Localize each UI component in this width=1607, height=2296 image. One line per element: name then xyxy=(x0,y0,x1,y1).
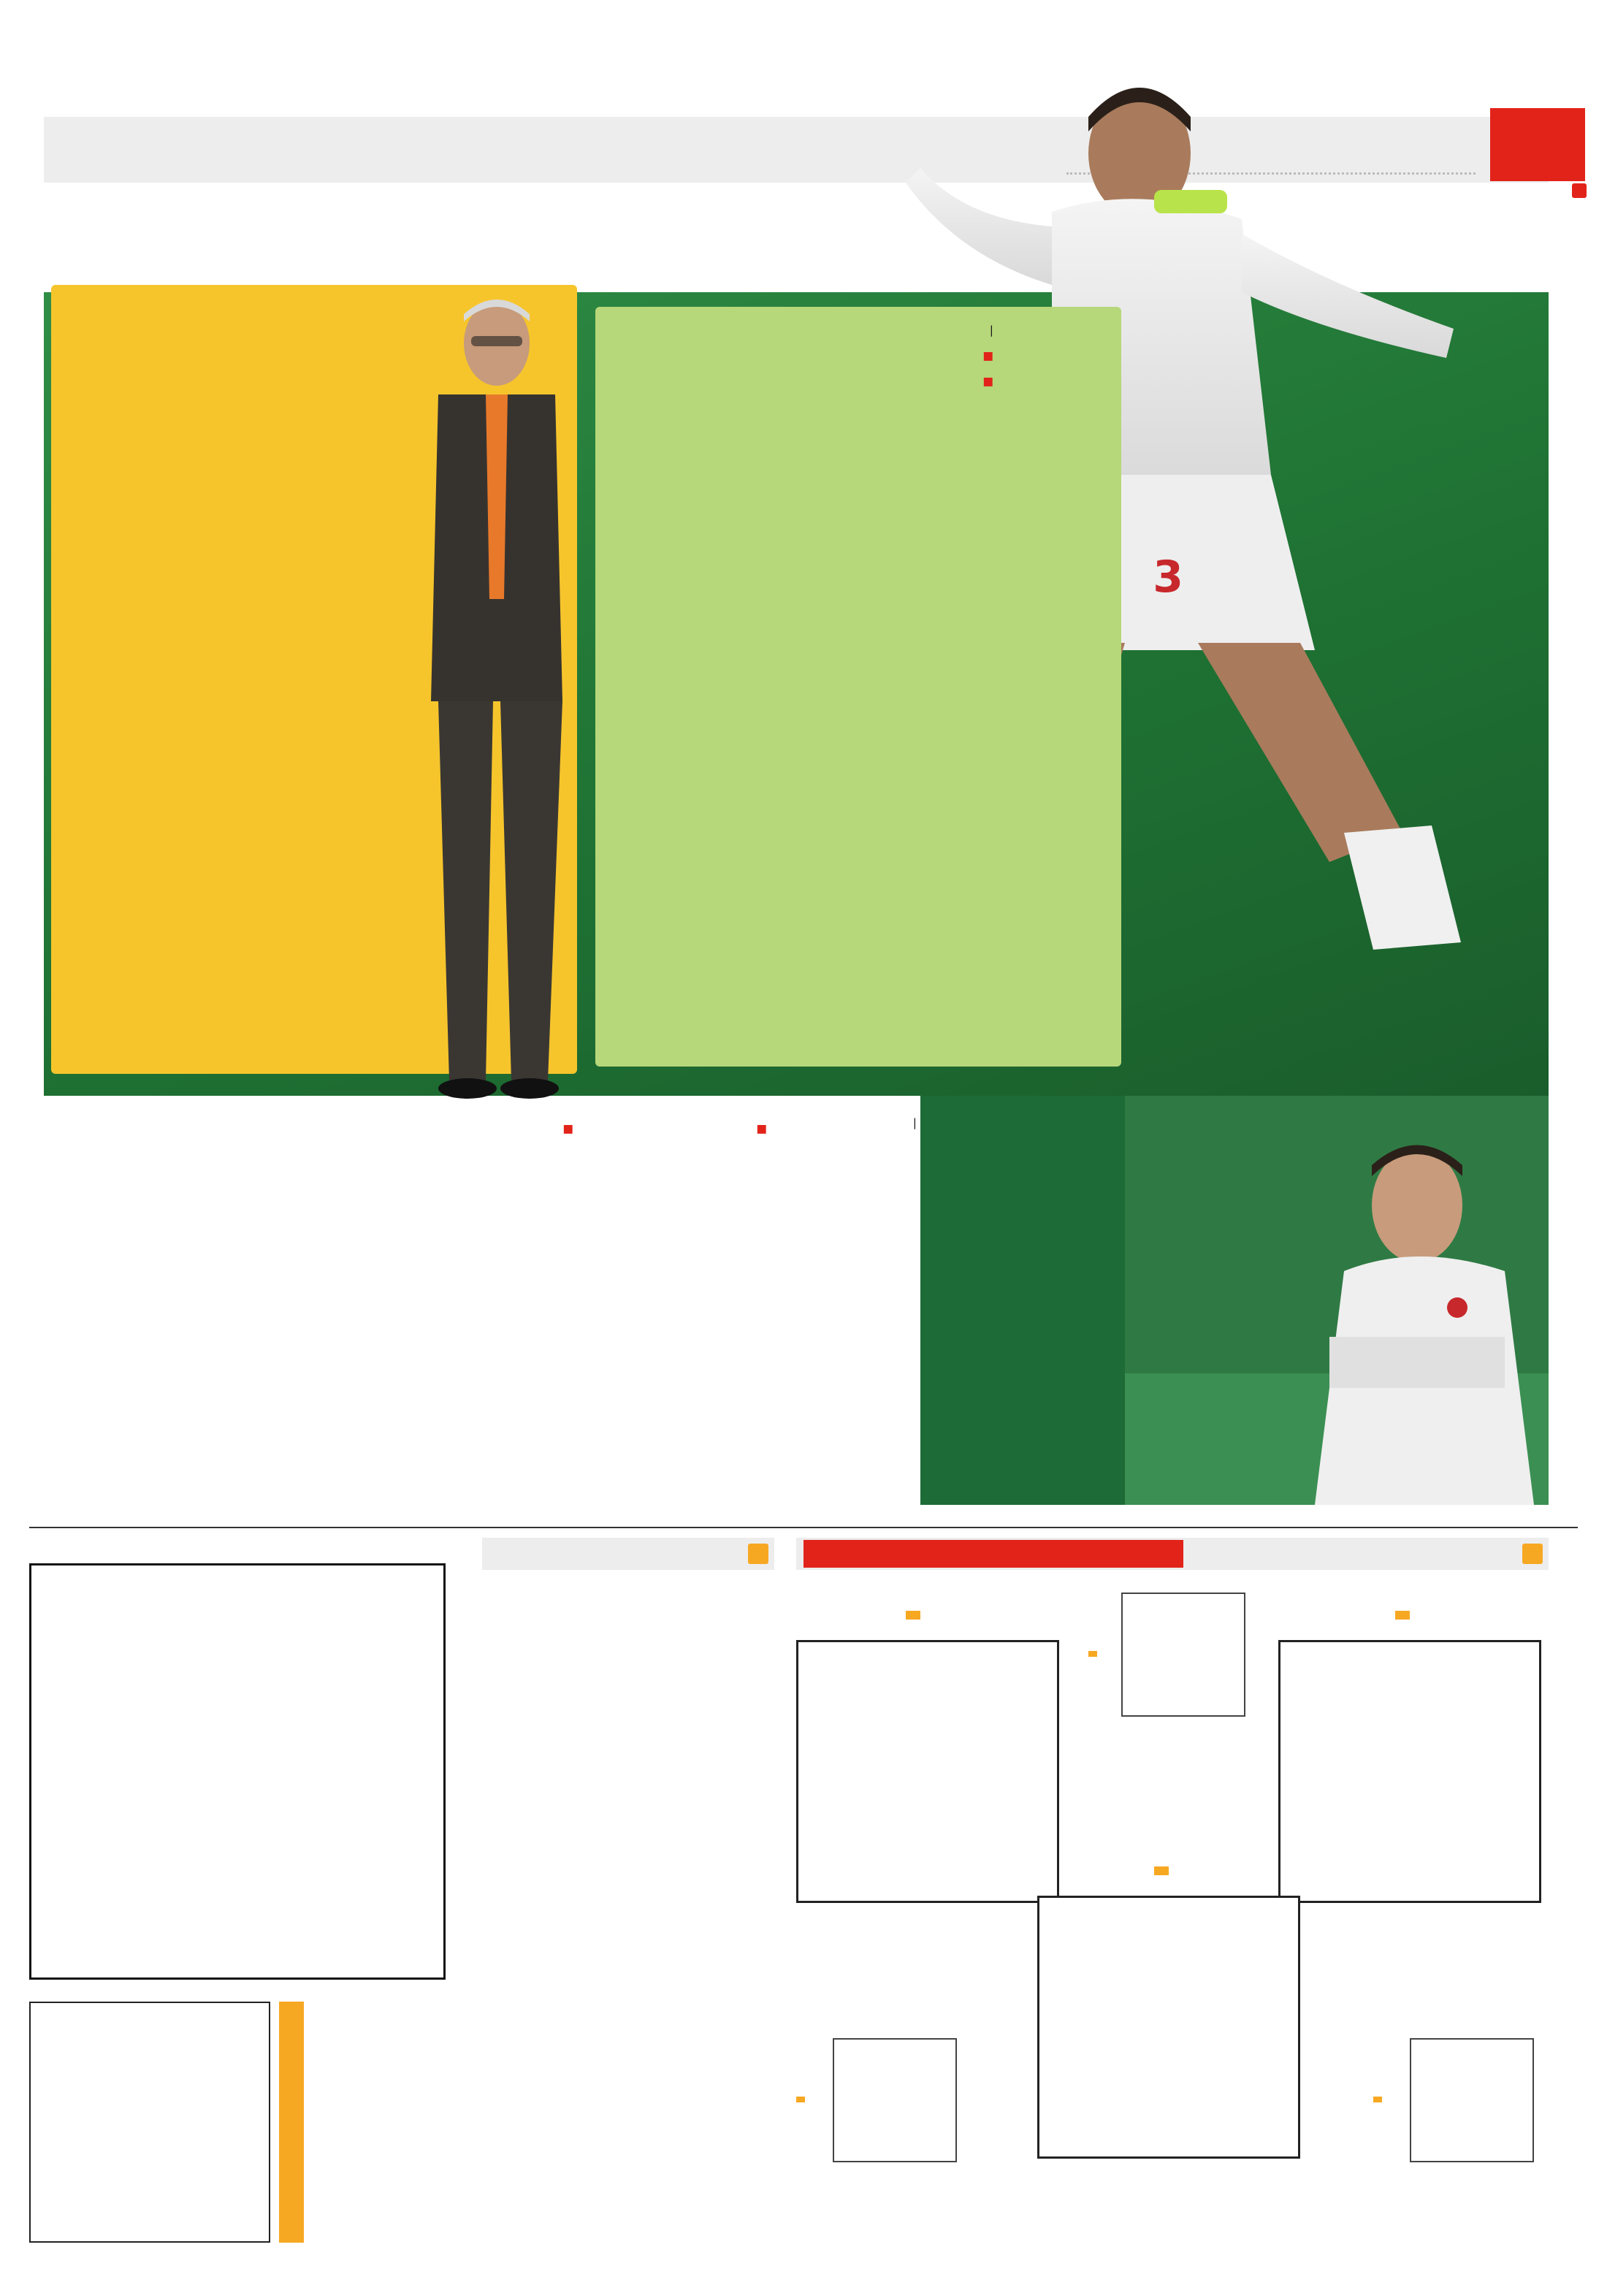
crossword-grid[interactable] xyxy=(29,1563,446,1980)
crossword-icon xyxy=(748,1544,768,1564)
issue-phone xyxy=(1568,183,1587,198)
coach-photo xyxy=(409,292,577,1103)
second-story-column-2 xyxy=(584,1114,767,1141)
sudoku-hard-grid[interactable] xyxy=(796,1640,1059,1903)
main-story-body: | ■ ■ xyxy=(614,321,993,394)
sudoku-solution-mini-2 xyxy=(833,2038,957,2162)
mini-label-2 xyxy=(796,2097,805,2102)
ganji-photo xyxy=(1125,1096,1549,1505)
main-story-subhead-2 xyxy=(614,373,993,391)
crossword-header xyxy=(482,1538,774,1570)
second-story-column-3 xyxy=(380,1114,573,1141)
sudoku-medium-label xyxy=(1154,1866,1169,1875)
sudoku-easy-label xyxy=(1395,1611,1410,1620)
sudoku-medium-grid[interactable] xyxy=(1037,1896,1300,2159)
svg-text:3: 3 xyxy=(1153,552,1183,603)
sudoku-solution-mini-1 xyxy=(1121,1593,1245,1717)
main-story-text-box xyxy=(595,307,1121,1067)
crossword-solution-grid xyxy=(29,2002,270,2243)
main-story-subhead-1 xyxy=(614,347,993,365)
second-story-subhead-2 xyxy=(380,1120,573,1138)
sudoku-hard-label xyxy=(906,1611,920,1620)
sudoku-instructions xyxy=(804,1540,1183,1568)
mini-label-3 xyxy=(1373,2097,1382,2102)
second-story-subhead-1 xyxy=(584,1120,767,1138)
sudoku-solution-mini-3 xyxy=(1410,2038,1534,2162)
sudoku-icon xyxy=(1522,1544,1543,1564)
second-story-column-1: | xyxy=(912,1116,917,1129)
sudoku-easy-grid[interactable] xyxy=(1278,1640,1541,1903)
section-divider xyxy=(29,1527,1578,1528)
mini-label-1 xyxy=(1088,1651,1097,1657)
phone-icon xyxy=(1572,183,1587,198)
crossword-solution-tab xyxy=(279,2002,304,2243)
sudoku-header xyxy=(796,1538,1549,1570)
